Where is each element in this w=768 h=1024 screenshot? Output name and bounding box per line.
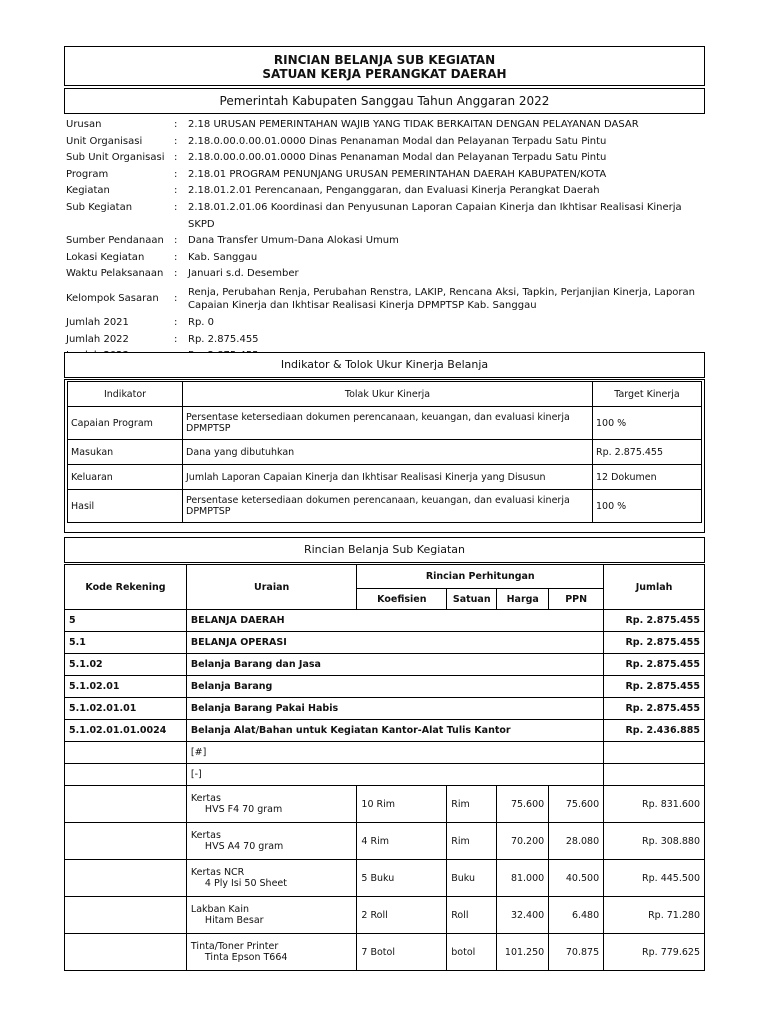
item-harga: 101.250 (497, 934, 549, 971)
info-row-sub-unit-organisasi (66, 150, 706, 167)
info-value: 2.18 URUSAN PEMERINTAHAN WAJIB YANG TIDAK BERKAITAN DENGAN PELAYANAN DASAR (188, 119, 639, 130)
item-spec: HVS A4 70 gram (204, 841, 284, 852)
indikator-tolak-ukur: Persentase ketersediaan dokumen perencanaan, keuangan, dan evaluasi kinerja DPMPTSP (183, 490, 593, 523)
info-colon: : (174, 333, 178, 345)
info-colon: : (174, 251, 178, 263)
indikator-row-keluaran (68, 465, 702, 490)
rincian-header-jumlah: Jumlah (604, 565, 705, 610)
item-koefisien: 5 Buku (357, 860, 447, 897)
info-label: Kegiatan (66, 185, 110, 197)
info-label: Sumber Pendanaan (66, 235, 164, 247)
item-spec: HVS F4 70 gram (204, 804, 283, 815)
empty-cell (65, 860, 187, 897)
info-label: Sub Unit Organisasi (66, 152, 165, 164)
account-code: 5.1.02.01.01 (65, 698, 187, 720)
info-row-unit-organisasi (66, 134, 706, 151)
item-harga: 70.200 (497, 823, 549, 860)
item-ppn: 40.500 (549, 860, 604, 897)
account-amount: Rp. 2.875.455 (604, 698, 705, 720)
info-row-program (66, 167, 706, 184)
info-colon: : (174, 268, 178, 280)
indikator-row-masukan (68, 440, 702, 465)
info-label: Jumlah 2022 (66, 333, 129, 345)
info-colon: : (174, 152, 178, 164)
item-name: Kertas (190, 793, 221, 804)
account-row (65, 610, 705, 632)
indikator-table-wrapper (64, 379, 705, 533)
info-value: 2.18.0.00.0.00.01.0000 Dinas Penanaman Modal dan Pelayanan Terpadu Satu Pintu (188, 152, 607, 164)
empty-cell (65, 934, 187, 971)
account-code: 5.1.02.01.01.0024 (65, 720, 187, 742)
info-value: 2.18.01.2.01.06 Koordinasi dan Penyusunan Laporan Capaian Kinerja dan Ikhtisar Realisasi Kinerja SKPD (188, 201, 682, 230)
item-koefisien: 4 Rim (357, 823, 447, 860)
item-satuan: Roll (447, 897, 497, 934)
account-name: Belanja Barang dan Jasa (186, 654, 603, 676)
item-satuan: Rim (447, 823, 497, 860)
info-colon: : (174, 316, 178, 328)
item-row (65, 786, 705, 823)
account-name: Belanja Barang Pakai Habis (186, 698, 603, 720)
indikator-name: Masukan (68, 440, 183, 465)
item-row (65, 934, 705, 971)
item-ppn: 28.080 (549, 823, 604, 860)
info-row-urusan (66, 117, 706, 134)
item-koefisien: 7 Botol (357, 934, 447, 971)
info-colon: : (174, 135, 178, 147)
info-value: 2.18.01.2.01 Perencanaan, Penganggaran, dan Evaluasi Kinerja Perangkat Daerah (188, 185, 600, 197)
document-title-box (64, 46, 705, 86)
empty-cell (65, 764, 187, 786)
info-value: 2.18.0.00.0.00.01.0000 Dinas Penanaman Modal dan Pelayanan Terpadu Satu Pintu (188, 135, 607, 147)
account-row (65, 720, 705, 742)
item-description (186, 786, 356, 823)
rincian-header-row-1 (65, 565, 705, 589)
item-name: Lakban Kain (190, 904, 249, 915)
account-name: BELANJA OPERASI (186, 632, 603, 654)
info-value: 2.18.01 PROGRAM PENUNJANG URUSAN PEMERINTAHAN DAERAH KABUPATEN/KOTA (188, 168, 607, 180)
info-colon: : (174, 185, 178, 197)
indikator-tolak-ukur: Persentase ketersediaan dokumen perencanaan, keuangan, dan evaluasi kinerja DPMPTSP (183, 407, 593, 440)
account-amount: Rp. 2.875.455 (604, 654, 705, 676)
item-satuan: Rim (447, 786, 497, 823)
indikator-target: 12 Dokumen (593, 465, 702, 490)
info-row-sumber-pendanaan (66, 233, 706, 250)
info-row-jumlah-2022 (66, 332, 706, 349)
account-amount: Rp. 2.875.455 (604, 632, 705, 654)
indikator-header-tolak-ukur: Tolak Ukur Kinerja (183, 382, 593, 407)
empty-cell (65, 742, 187, 764)
info-value: Rp. 0 (188, 316, 215, 328)
account-amount: Rp. 2.875.455 (604, 676, 705, 698)
account-name: Belanja Barang (186, 676, 603, 698)
info-colon: : (174, 235, 178, 247)
item-koefisien: 2 Roll (357, 897, 447, 934)
info-row-lokasi-kegiatan (66, 250, 706, 267)
account-name: BELANJA DAERAH (186, 610, 603, 632)
item-satuan: Buku (447, 860, 497, 897)
item-description (186, 823, 356, 860)
rincian-header-kode: Kode Rekening (65, 565, 187, 610)
rincian-header-harga: Harga (497, 589, 549, 610)
government-year-box (64, 88, 705, 114)
indikator-tolak-ukur: Dana yang dibutuhkan (183, 440, 593, 465)
item-spec: Tinta Epson T664 (204, 952, 288, 963)
info-row-kegiatan (66, 183, 706, 200)
item-row (65, 897, 705, 934)
group-marker: [-] (186, 764, 603, 786)
info-colon: : (174, 201, 178, 213)
indikator-target: Rp. 2.875.455 (593, 440, 702, 465)
item-row (65, 860, 705, 897)
government-year-text: Pemerintah Kabupaten Sanggau Tahun Anggaran 2022 (219, 94, 550, 108)
account-row (65, 632, 705, 654)
indikator-table (67, 381, 702, 523)
account-amount: Rp. 2.875.455 (604, 610, 705, 632)
account-row (65, 676, 705, 698)
indikator-tolak-ukur: Jumlah Laporan Capaian Kinerja dan Ikhtisar Realisasi Kinerja yang Disusun (183, 465, 593, 490)
item-jumlah: Rp. 831.600 (604, 786, 705, 823)
item-ppn: 75.600 (549, 786, 604, 823)
info-label: Sub Kegiatan (66, 201, 133, 213)
indikator-header-row (68, 382, 702, 407)
account-code: 5 (65, 610, 187, 632)
item-jumlah: Rp. 308.880 (604, 823, 705, 860)
rincian-header-ppn: PPN (549, 589, 604, 610)
info-label: Lokasi Kegiatan (66, 251, 145, 263)
info-label: Unit Organisasi (66, 135, 143, 147)
rincian-header-perhitungan: Rincian Perhitungan (357, 565, 604, 589)
info-row-waktu-pelaksanaan (66, 266, 706, 283)
info-colon: : (174, 293, 178, 305)
account-name: Belanja Alat/Bahan untuk Kegiatan Kantor-Alat Tulis Kantor (186, 720, 603, 742)
info-value: Renja, Perubahan Renja, Perubahan Renstra, LAKIP, Rencana Aksi, Tapkin, Perjanjian Kinerja, Laporan Capaian Kinerja dan Ikhtisar Realisasi Kinerja DPMPTSP Kab. Sanggau (188, 286, 695, 311)
item-description (186, 934, 356, 971)
item-koefisien: 10 Rim (357, 786, 447, 823)
empty-cell (65, 786, 187, 823)
account-amount: Rp. 2.436.885 (604, 720, 705, 742)
item-name: Kertas (190, 830, 221, 841)
item-ppn: 70.875 (549, 934, 604, 971)
rincian-header-koefisien: Koefisien (357, 589, 447, 610)
info-colon: : (174, 119, 178, 130)
item-spec: Hitam Besar (204, 915, 264, 926)
rincian-section-title: Rincian Belanja Sub Kegiatan (303, 543, 466, 556)
indikator-header-target: Target Kinerja (593, 382, 702, 407)
indikator-target: 100 % (593, 490, 702, 523)
rincian-section-title-box (64, 537, 705, 563)
empty-cell (65, 897, 187, 934)
info-section (66, 117, 706, 365)
item-description (186, 860, 356, 897)
empty-cell (65, 823, 187, 860)
info-label: Program (66, 168, 109, 180)
group-marker: [#] (186, 742, 603, 764)
info-value: Rp. 2.875.455 (188, 333, 259, 345)
info-row-sub-kegiatan (66, 200, 706, 233)
item-row (65, 823, 705, 860)
info-row-kelompok-sasaran (66, 283, 706, 315)
indikator-header-indikator: Indikator (68, 382, 183, 407)
account-code: 5.1.02 (65, 654, 187, 676)
item-name: Tinta/Toner Printer (190, 941, 279, 952)
indikator-name: Keluaran (68, 465, 183, 490)
info-value: Kab. Sanggau (188, 251, 258, 263)
indikator-name: Capaian Program (68, 407, 183, 440)
indikator-section-title-box (64, 352, 705, 378)
item-jumlah: Rp. 445.500 (604, 860, 705, 897)
rincian-table (64, 564, 705, 971)
item-harga: 75.600 (497, 786, 549, 823)
indikator-section-title: Indikator & Tolok Ukur Kinerja Belanja (280, 358, 489, 371)
item-spec: 4 Ply Isi 50 Sheet (204, 878, 287, 889)
empty-cell (604, 764, 705, 786)
indikator-name: Hasil (68, 490, 183, 523)
info-value: Januari s.d. Desember (188, 268, 299, 280)
account-row (65, 698, 705, 720)
rincian-header-uraian: Uraian (186, 565, 356, 610)
group-marker-row (65, 742, 705, 764)
document-title: RINCIAN BELANJA SUB KEGIATAN (273, 53, 496, 67)
item-harga: 32.400 (497, 897, 549, 934)
item-description (186, 897, 356, 934)
item-name: Kertas NCR (190, 867, 245, 878)
info-row-jumlah-2021 (66, 315, 706, 332)
info-label: Kelompok Sasaran (66, 293, 159, 305)
info-colon: : (174, 168, 178, 180)
info-value: Dana Transfer Umum-Dana Alokasi Umum (188, 235, 399, 247)
info-label: Waktu Pelaksanaan (66, 268, 164, 280)
account-code: 5.1.02.01 (65, 676, 187, 698)
item-ppn: 6.480 (549, 897, 604, 934)
item-jumlah: Rp. 71.280 (604, 897, 705, 934)
document-subtitle-unit: SATUAN KERJA PERANGKAT DAERAH (262, 67, 507, 81)
indikator-target: 100 % (593, 407, 702, 440)
indikator-row-capaian-program (68, 407, 702, 440)
info-label: Urusan (66, 119, 102, 130)
item-satuan: botol (447, 934, 497, 971)
group-marker-row (65, 764, 705, 786)
account-row (65, 654, 705, 676)
account-code: 5.1 (65, 632, 187, 654)
item-harga: 81.000 (497, 860, 549, 897)
indikator-row-hasil (68, 490, 702, 523)
info-label: Jumlah 2021 (66, 316, 129, 328)
empty-cell (604, 742, 705, 764)
rincian-header-satuan: Satuan (447, 589, 497, 610)
item-jumlah: Rp. 779.625 (604, 934, 705, 971)
